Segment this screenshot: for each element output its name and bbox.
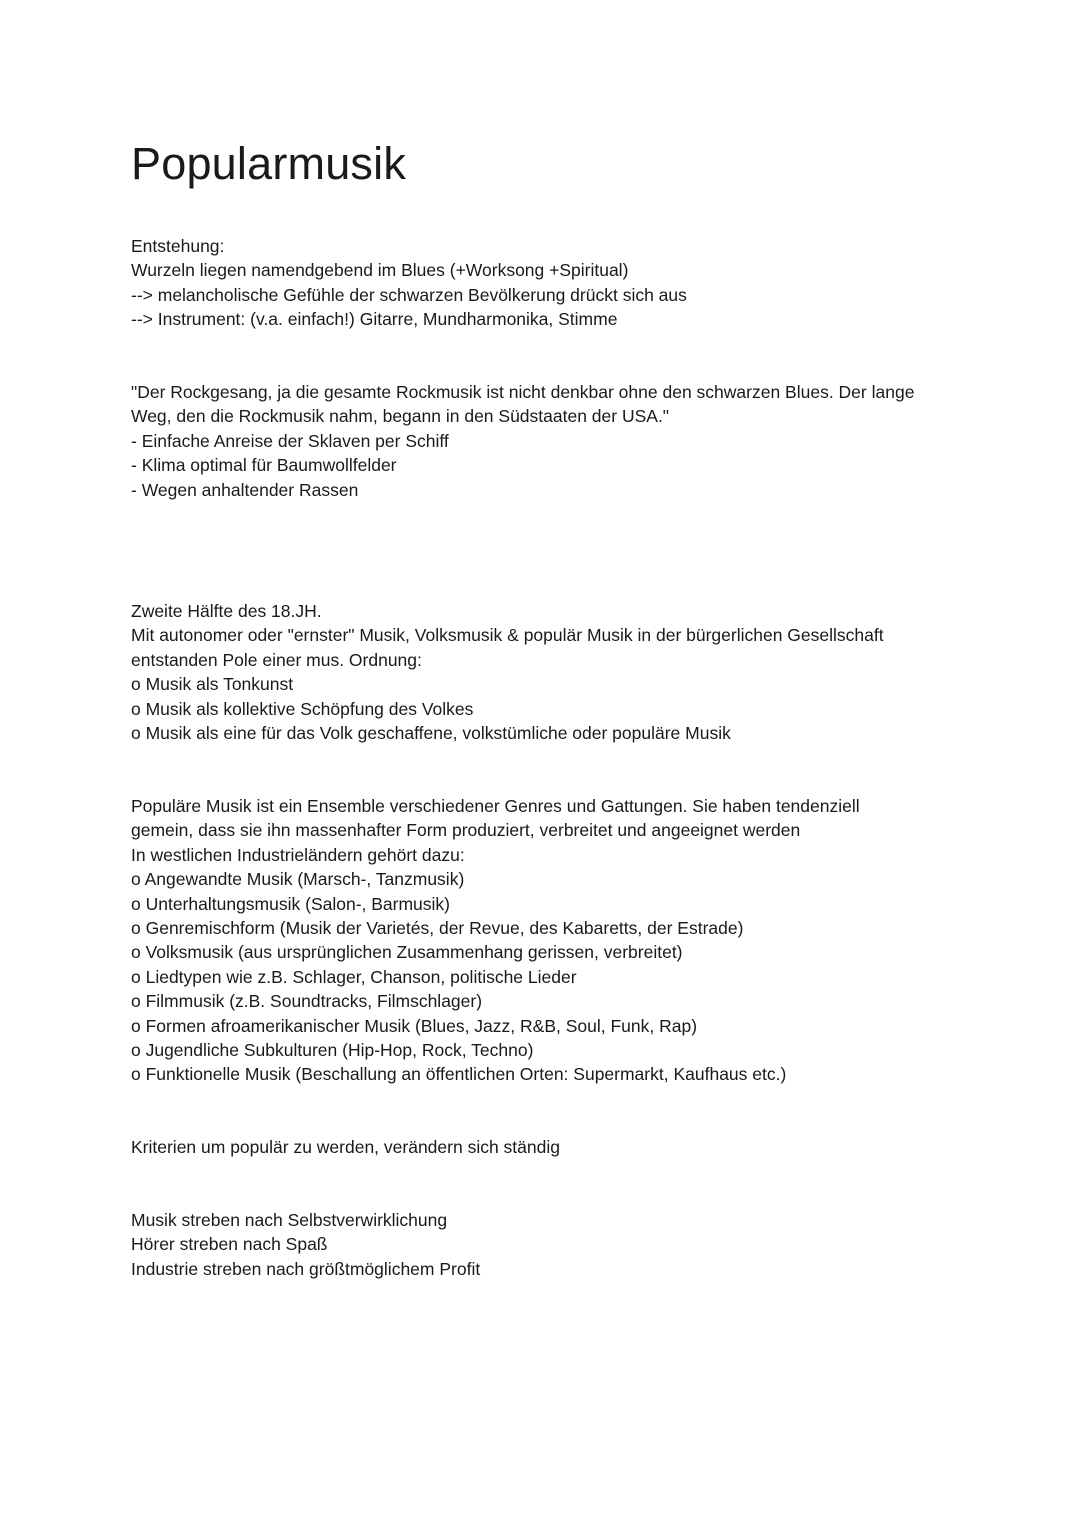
text-line: --> Instrument: (v.a. einfach!) Gitarre, Mundharmonika, Stimme [131,309,618,330]
text-line: Populäre Musik ist ein Ensemble verschiedener Genres und Gattungen. Sie haben tendenziell [131,796,860,816]
text-line: entstanden Pole einer mus. Ordnung: [131,649,422,670]
text-line: Musik streben nach Selbstverwirklichung [131,1210,448,1230]
section-quote [131,380,961,502]
quote-line: Weg, den die Rockmusik nahm, begann in den Südstaaten der USA." [131,406,670,427]
text-line: Hörer streben nach Spaß [131,1234,328,1255]
page-title: Popularmusik [131,138,407,189]
text-line: Kriterien um populär zu werden, verändern sich ständig [131,1137,560,1157]
list-item: o Funktionelle Musik (Beschallung an öffentlichen Orten: Supermarkt, Kaufhaus etc.) [131,1064,787,1085]
list-item: o Liedtypen wie z.B. Schlager, Chanson, politische Lieder [131,966,577,987]
section-populaere-musik [131,794,961,1087]
list-item: o Genremischform (Musik der Varietés, der Revue, des Kabaretts, der Estrade) [131,917,744,938]
text-line: In westlichen Industrieländern gehört dazu: [131,844,465,865]
list-item: o Jugendliche Subkulturen (Hip-Hop, Rock, Techno) [131,1039,534,1060]
text-line: gemein, dass sie ihn massenhafter Form produziert, verbreitet und angeeignet werden [131,820,801,841]
list-item: - Klima optimal für Baumwollfelder [131,455,397,476]
section-kriterien [131,1135,961,1159]
section-18-jh [131,599,961,745]
section-ziele [131,1208,961,1281]
list-item: o Unterhaltungsmusik (Salon-, Barmusik) [131,893,451,914]
section-heading: Entstehung: [131,236,225,256]
text-line: Industrie streben nach größtmöglichem Profit [131,1258,481,1279]
quote-line: "Der Rockgesang, ja die gesamte Rockmusik ist nicht denkbar ohne den schwarzen Blues. Der lange [131,382,915,402]
section-entstehung [131,234,961,332]
section-heading: Zweite Hälfte des 18.JH. [131,601,322,621]
text-line: --> melancholische Gefühle der schwarzen Bevölkerung drückt sich aus [131,284,687,305]
list-item: o Formen afroamerikanischer Musik (Blues, Jazz, R&B, Soul, Funk, Rap) [131,1015,698,1036]
list-item: o Filmmusik (z.B. Soundtracks, Filmschlager) [131,991,483,1012]
list-item: o Musik als kollektive Schöpfung des Volkes [131,698,474,719]
list-item: - Wegen anhaltender Rassen [131,479,359,500]
list-item: o Angewandte Musik (Marsch-, Tanzmusik) [131,869,465,890]
list-item: o Musik als Tonkunst [131,674,294,695]
text-line: Mit autonomer oder "ernster" Musik, Volksmusik & populär Musik in der bürgerlichen Gesellschaft [131,625,884,646]
list-item: o Volksmusik (aus ursprünglichen Zusammenhang gerissen, verbreitet) [131,942,683,963]
list-item: o Musik als eine für das Volk geschaffene, volkstümliche oder populäre Musik [131,722,731,743]
list-item: - Einfache Anreise der Sklaven per Schiff [131,430,449,451]
text-line: Wurzeln liegen namendgebend im Blues (+Worksong +Spiritual) [131,260,629,281]
